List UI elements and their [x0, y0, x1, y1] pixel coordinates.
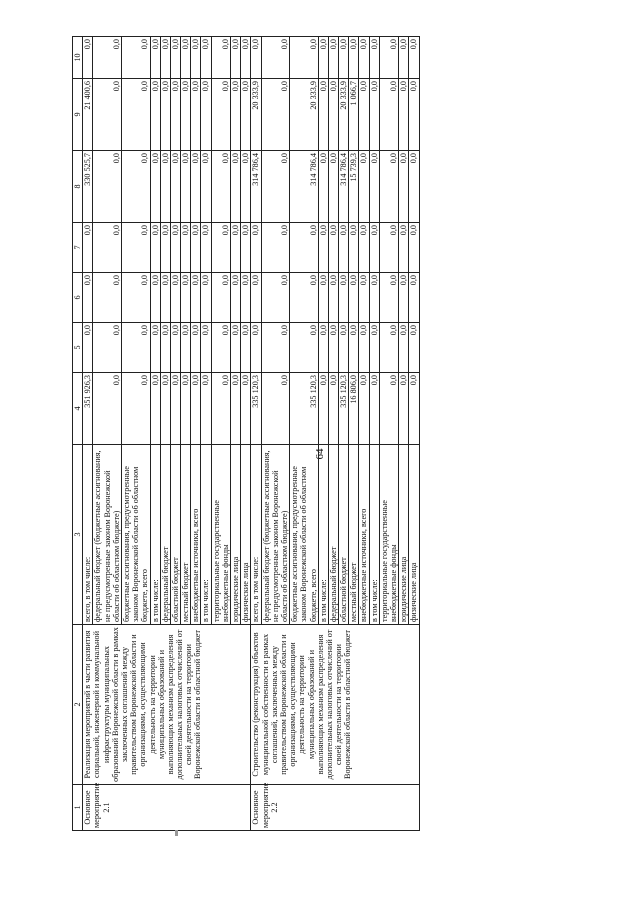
funding-source-cell: территориальные государственные внебюджетные фонды	[379, 445, 398, 625]
amount-cell: 1 066,7	[349, 79, 359, 151]
header-cell: 7	[73, 223, 83, 273]
amount-cell: 0,0	[150, 273, 160, 323]
amount-cell: 0,0	[160, 151, 170, 223]
funding-source-cell: областной бюджет	[170, 445, 180, 625]
amount-cell: 0,0	[369, 223, 379, 273]
amount-cell: 0,0	[339, 273, 349, 323]
amount-cell: 0,0	[399, 323, 409, 373]
amount-cell: 0,0	[160, 37, 170, 79]
amount-cell: 335 120,3	[251, 373, 261, 445]
amount-cell: 0,0	[241, 223, 251, 273]
funding-source-cell: областной бюджет	[339, 445, 349, 625]
amount-cell: 0,0	[181, 273, 191, 323]
header-cell: 2	[73, 625, 83, 785]
amount-cell: 335 120,3	[290, 373, 319, 445]
funding-source-cell: территориальные государственные внебюджетные фонды	[211, 445, 230, 625]
amount-cell: 0,0	[201, 79, 211, 151]
amount-cell: 0,0	[93, 273, 122, 323]
funding-source-cell: в том числе:	[318, 445, 328, 625]
amount-cell: 0,0	[170, 151, 180, 223]
amount-cell: 0,0	[201, 151, 211, 223]
scan-mark	[175, 830, 178, 836]
header-cell: 1	[73, 785, 83, 831]
amount-cell: 0,0	[121, 323, 150, 373]
amount-cell: 0,0	[121, 37, 150, 79]
amount-cell: 0,0	[409, 79, 419, 151]
activity-code-cell: Основное мероприятие 2.2	[251, 785, 419, 831]
amount-cell: 0,0	[369, 373, 379, 445]
amount-cell: 0,0	[93, 373, 122, 445]
amount-cell: 0,0	[191, 151, 201, 223]
amount-cell: 0,0	[261, 223, 290, 273]
header-cell: 8	[73, 151, 83, 223]
amount-cell: 0,0	[399, 223, 409, 273]
amount-cell: 0,0	[93, 151, 122, 223]
amount-cell: 0,0	[93, 37, 122, 79]
amount-cell: 0,0	[181, 79, 191, 151]
amount-cell: 314 786,4	[339, 151, 349, 223]
amount-cell: 0,0	[191, 373, 201, 445]
page-number: 64	[314, 448, 326, 460]
amount-cell: 0,0	[160, 323, 170, 373]
header-cell: 4	[73, 373, 83, 445]
amount-cell: 0,0	[211, 37, 230, 79]
amount-cell: 0,0	[121, 273, 150, 323]
amount-cell: 0,0	[409, 273, 419, 323]
amount-cell: 0,0	[231, 151, 241, 223]
amount-cell: 0,0	[339, 323, 349, 373]
amount-cell: 0,0	[170, 373, 180, 445]
amount-cell: 21 400,6	[83, 79, 93, 151]
amount-cell: 0,0	[83, 273, 93, 323]
funding-source-cell: федеральный бюджет	[160, 445, 170, 625]
amount-cell: 0,0	[201, 223, 211, 273]
amount-cell: 0,0	[160, 223, 170, 273]
amount-cell: 0,0	[261, 273, 290, 323]
amount-cell: 0,0	[359, 37, 369, 79]
amount-cell: 314 786,4	[290, 151, 319, 223]
amount-cell: 0,0	[93, 223, 122, 273]
amount-cell: 0,0	[409, 223, 419, 273]
amount-cell: 0,0	[150, 151, 160, 223]
amount-cell: 0,0	[121, 223, 150, 273]
amount-cell: 0,0	[328, 79, 338, 151]
amount-cell: 0,0	[339, 223, 349, 273]
amount-cell: 0,0	[191, 223, 201, 273]
amount-cell: 0,0	[83, 37, 93, 79]
amount-cell: 0,0	[251, 273, 261, 323]
amount-cell: 0,0	[349, 37, 359, 79]
amount-cell: 0,0	[211, 223, 230, 273]
amount-cell: 0,0	[191, 273, 201, 323]
amount-cell: 0,0	[290, 223, 319, 273]
amount-cell: 0,0	[318, 273, 328, 323]
amount-cell: 0,0	[170, 37, 180, 79]
amount-cell: 0,0	[379, 79, 398, 151]
funding-source-cell: бюджетные ассигнования, предусмотренные законом Воронежской области об областном бюджете, всего	[290, 445, 319, 625]
amount-cell: 0,0	[211, 151, 230, 223]
funding-source-cell: в том числе:	[201, 445, 211, 625]
amount-cell: 0,0	[399, 37, 409, 79]
amount-cell: 0,0	[369, 79, 379, 151]
amount-cell: 0,0	[181, 323, 191, 373]
amount-cell: 20 333,9	[251, 79, 261, 151]
header-cell: 5	[73, 323, 83, 373]
amount-cell: 0,0	[290, 37, 319, 79]
amount-cell: 0,0	[160, 373, 170, 445]
amount-cell: 0,0	[241, 79, 251, 151]
amount-cell: 0,0	[170, 79, 180, 151]
amount-cell: 0,0	[379, 273, 398, 323]
amount-cell: 314 786,4	[251, 151, 261, 223]
amount-cell: 0,0	[150, 37, 160, 79]
amount-cell: 0,0	[261, 323, 290, 373]
header-cell: 3	[73, 445, 83, 625]
amount-cell: 0,0	[211, 273, 230, 323]
amount-cell: 0,0	[160, 273, 170, 323]
amount-cell: 0,0	[191, 323, 201, 373]
funding-source-cell: всего, в том числе:	[251, 445, 261, 625]
amount-cell: 0,0	[251, 323, 261, 373]
amount-cell: 335 120,3	[339, 373, 349, 445]
amount-cell: 0,0	[409, 37, 419, 79]
amount-cell: 0,0	[261, 373, 290, 445]
amount-cell: 0,0	[121, 373, 150, 445]
amount-cell: 0,0	[369, 151, 379, 223]
amount-cell: 0,0	[328, 323, 338, 373]
amount-cell: 0,0	[201, 273, 211, 323]
amount-cell: 0,0	[241, 151, 251, 223]
amount-cell: 0,0	[379, 223, 398, 273]
funding-source-cell: физические лица	[241, 445, 251, 625]
amount-cell: 0,0	[399, 273, 409, 323]
header-cell: 10	[73, 37, 83, 79]
amount-cell: 0,0	[359, 79, 369, 151]
table-row	[251, 37, 261, 831]
amount-cell: 0,0	[211, 373, 230, 445]
amount-cell: 0,0	[261, 37, 290, 79]
funding-source-cell: федеральный бюджет (бюджетные ассигнования, не предусмотренные законом Воронежской области об областном бюджете)	[261, 445, 290, 625]
amount-cell: 0,0	[231, 37, 241, 79]
header-cell: 6	[73, 273, 83, 323]
amount-cell: 0,0	[150, 223, 160, 273]
amount-cell: 0,0	[251, 223, 261, 273]
amount-cell: 0,0	[339, 37, 349, 79]
amount-cell: 0,0	[328, 151, 338, 223]
amount-cell: 0,0	[379, 373, 398, 445]
amount-cell: 0,0	[170, 223, 180, 273]
table-body	[83, 37, 419, 831]
amount-cell: 0,0	[150, 79, 160, 151]
amount-cell: 0,0	[201, 37, 211, 79]
funding-source-cell: всего, в том числе:	[83, 445, 93, 625]
amount-cell: 0,0	[181, 373, 191, 445]
amount-cell: 0,0	[349, 323, 359, 373]
amount-cell: 20 333,9	[290, 79, 319, 151]
amount-cell: 0,0	[359, 373, 369, 445]
activity-description-cell: Строительство (реконструкция) объектов муниципальной собственности в рамках соглашений, заключенных между правительством Воронежской области и организациями, осуществляющими деятельность на территории муниципальных образований и выполняющих механизм распределения дополнительных налоговых отчислений от своей деятельности на территории Воронежской области в областной бюджет	[251, 625, 419, 785]
amount-cell: 0,0	[211, 323, 230, 373]
funding-source-cell: местный бюджет	[349, 445, 359, 625]
amount-cell: 0,0	[409, 151, 419, 223]
amount-cell: 0,0	[170, 273, 180, 323]
amount-cell: 0,0	[369, 37, 379, 79]
amount-cell: 0,0	[328, 37, 338, 79]
activity-code-cell: Основное мероприятие 2.1	[83, 785, 251, 831]
amount-cell: 15 739,3	[349, 151, 359, 223]
amount-cell: 0,0	[241, 323, 251, 373]
amount-cell: 0,0	[318, 223, 328, 273]
amount-cell: 0,0	[150, 373, 160, 445]
funding-source-cell: юридические лица	[399, 445, 409, 625]
amount-cell: 0,0	[369, 273, 379, 323]
amount-cell: 0,0	[201, 323, 211, 373]
amount-cell: 0,0	[83, 323, 93, 373]
funding-source-cell: местный бюджет	[181, 445, 191, 625]
amount-cell: 330 525,7	[83, 151, 93, 223]
funding-source-cell: юридические лица	[231, 445, 241, 625]
amount-cell: 16 806,0	[349, 373, 359, 445]
amount-cell: 0,0	[93, 323, 122, 373]
activity-description-cell: Реализация мероприятий в части развития социальной, инженерной и коммунальной инфраструктуры муниципальных образований Воронежской области в рамках заключенных соглашений между правительством Воронежской области и организациями, осуществляющими деятельность на территории муниципальных образований и выполняющих механизм распределения дополнительных налоговых отчислений от своей деятельности на территории Воронежской области в областной бюджет	[83, 625, 251, 785]
amount-cell: 0,0	[201, 373, 211, 445]
amount-cell: 0,0	[328, 223, 338, 273]
amount-cell: 0,0	[181, 223, 191, 273]
amount-cell: 0,0	[318, 373, 328, 445]
amount-cell: 0,0	[399, 79, 409, 151]
header-cell: 9	[73, 79, 83, 151]
header-row	[73, 37, 83, 831]
amount-cell: 0,0	[318, 79, 328, 151]
amount-cell: 0,0	[328, 373, 338, 445]
funding-source-cell: внебюджетные источники, всего	[359, 445, 369, 625]
amount-cell: 0,0	[318, 151, 328, 223]
amount-cell: 0,0	[231, 223, 241, 273]
amount-cell: 0,0	[191, 37, 201, 79]
rotated-table-container	[72, 37, 622, 831]
amount-cell: 0,0	[251, 37, 261, 79]
amount-cell: 0,0	[359, 223, 369, 273]
funding-source-cell: в том числе:	[369, 445, 379, 625]
amount-cell: 0,0	[231, 323, 241, 373]
amount-cell: 20 333,9	[339, 79, 349, 151]
amount-cell: 0,0	[349, 273, 359, 323]
amount-cell: 0,0	[231, 273, 241, 323]
amount-cell: 0,0	[349, 223, 359, 273]
amount-cell: 0,0	[241, 273, 251, 323]
amount-cell: 0,0	[369, 323, 379, 373]
amount-cell: 0,0	[150, 323, 160, 373]
amount-cell: 0,0	[181, 151, 191, 223]
amount-cell: 0,0	[191, 79, 201, 151]
amount-cell: 0,0	[359, 151, 369, 223]
amount-cell: 0,0	[231, 79, 241, 151]
funding-source-cell: федеральный бюджет (бюджетные ассигнования, не предусмотренные законом Воронежской области об областном бюджете)	[93, 445, 122, 625]
amount-cell: 0,0	[399, 373, 409, 445]
amount-cell: 0,0	[121, 151, 150, 223]
funding-source-cell: внебюджетные источники, всего	[191, 445, 201, 625]
amount-cell: 351 926,3	[83, 373, 93, 445]
amount-cell: 0,0	[379, 323, 398, 373]
amount-cell: 0,0	[399, 151, 409, 223]
amount-cell: 0,0	[328, 273, 338, 323]
amount-cell: 0,0	[261, 151, 290, 223]
amount-cell: 0,0	[290, 323, 319, 373]
amount-cell: 0,0	[318, 37, 328, 79]
amount-cell: 0,0	[359, 323, 369, 373]
amount-cell: 0,0	[160, 79, 170, 151]
funding-source-cell: федеральный бюджет	[328, 445, 338, 625]
amount-cell: 0,0	[170, 323, 180, 373]
funding-source-cell: в том числе:	[150, 445, 160, 625]
amount-cell: 0,0	[83, 223, 93, 273]
funding-source-cell: бюджетные ассигнования, предусмотренные законом Воронежской области об областном бюджете, всего	[121, 445, 150, 625]
funding-source-cell: физические лица	[409, 445, 419, 625]
amount-cell: 0,0	[211, 79, 230, 151]
amount-cell: 0,0	[318, 323, 328, 373]
amount-cell: 0,0	[379, 151, 398, 223]
amount-cell: 0,0	[241, 37, 251, 79]
amount-cell: 0,0	[261, 79, 290, 151]
funding-table	[72, 36, 420, 831]
table-row	[83, 37, 93, 831]
amount-cell: 0,0	[231, 373, 241, 445]
amount-cell: 0,0	[359, 273, 369, 323]
amount-cell: 0,0	[409, 373, 419, 445]
amount-cell: 0,0	[121, 79, 150, 151]
amount-cell: 0,0	[290, 273, 319, 323]
amount-cell: 0,0	[241, 373, 251, 445]
amount-cell: 0,0	[93, 79, 122, 151]
amount-cell: 0,0	[379, 37, 398, 79]
amount-cell: 0,0	[181, 37, 191, 79]
amount-cell: 0,0	[409, 323, 419, 373]
